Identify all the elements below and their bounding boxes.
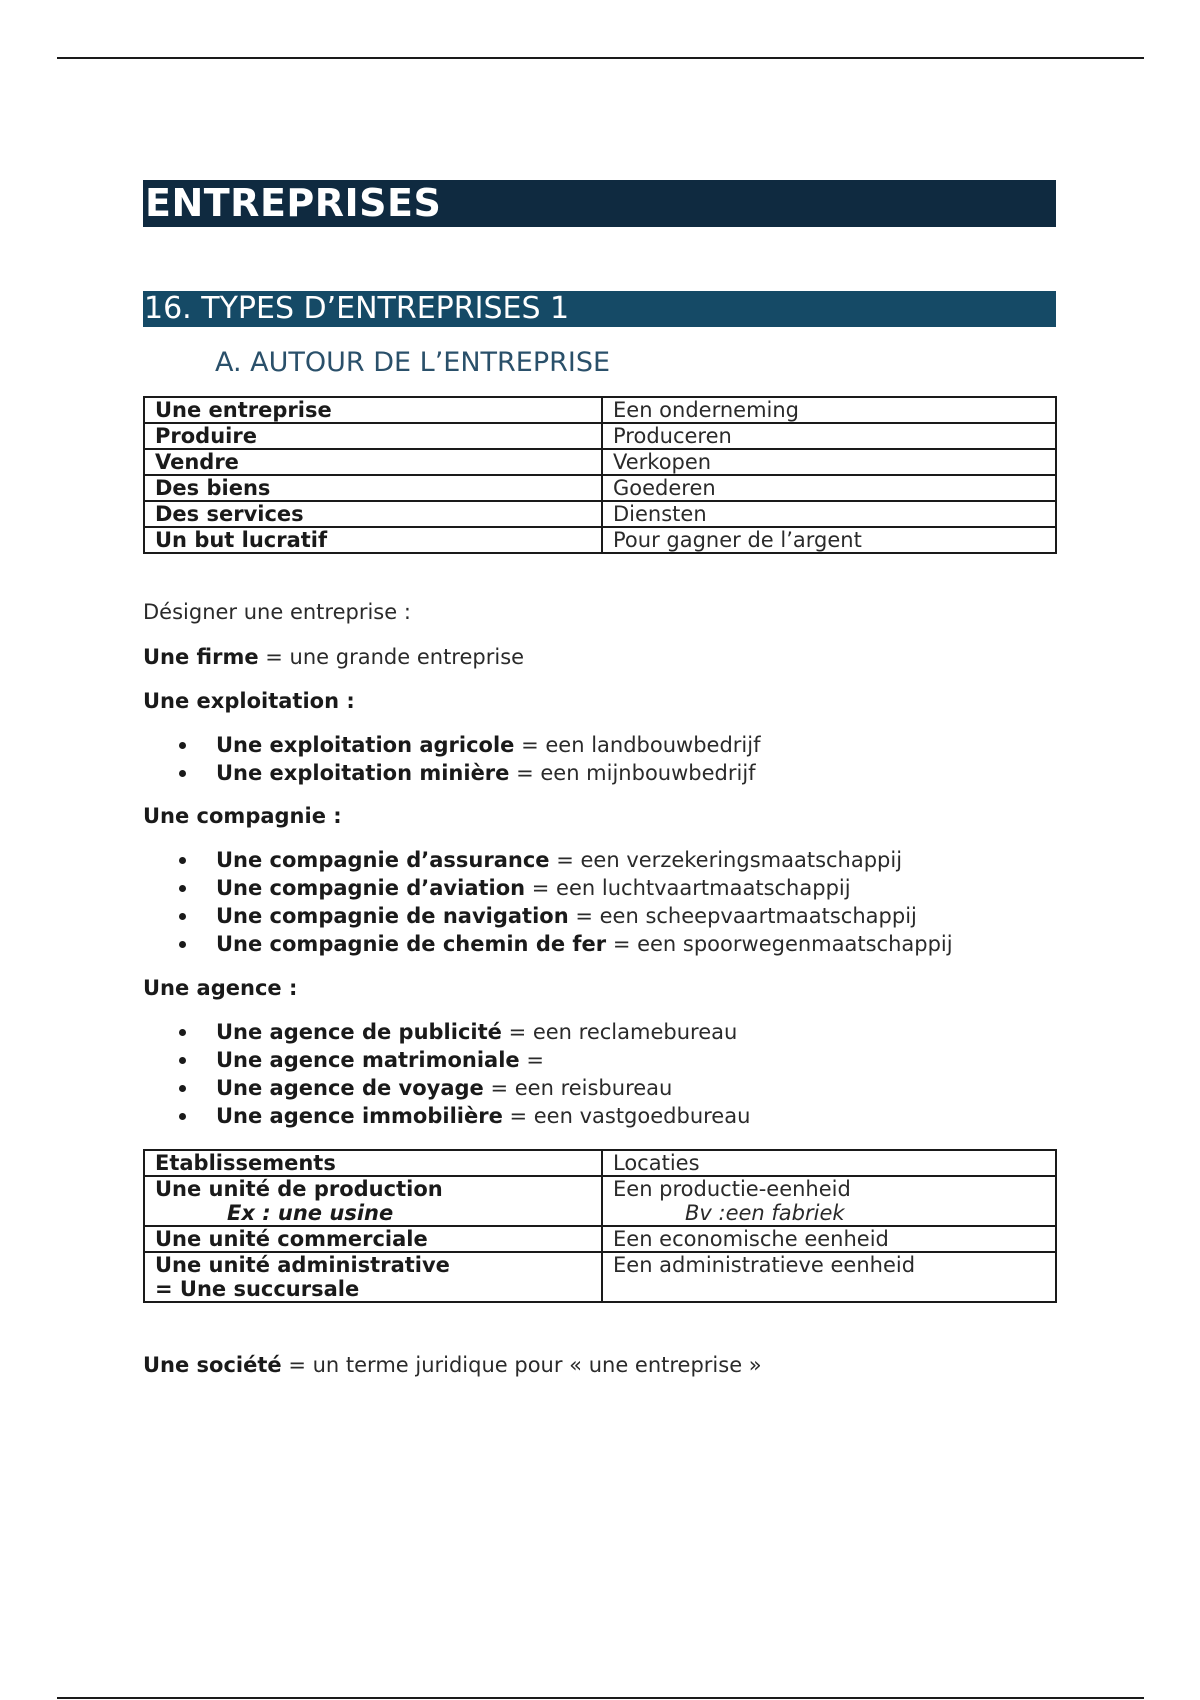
table-row [144,527,1056,553]
table-cell-fr: Une unité commerciale [144,1226,602,1252]
definition: = een landbouwbedrijf [514,733,761,757]
bullet-icon [179,1085,186,1092]
term: Une compagnie d’assurance [216,848,550,872]
list-item [216,759,756,787]
list-item [216,1074,672,1102]
table-cell-fr [144,1252,602,1302]
heading-text: Une exploitation : [143,689,355,713]
term: Une compagnie d’aviation [216,876,526,900]
establishments-table [143,1149,1057,1303]
designer-paragraph: Désigner une entreprise : [143,600,411,624]
table-cell-fr: Des biens [144,475,602,501]
table-cell-nl: Locaties [602,1150,1056,1176]
top-rule [57,57,1144,59]
definition: = een scheepvaartmaatschappij [568,904,917,928]
bullet-icon [179,913,186,920]
definition: = een verzekeringsmaatschappij [549,848,903,872]
list-item [216,930,953,958]
heading-text: Une agence : [143,976,298,1000]
heading-text: Une compagnie : [143,804,342,828]
term: Une agence de voyage [216,1076,484,1100]
societe-line [143,1351,762,1379]
term: Une exploitation agricole [216,733,515,757]
table-cell-nl: Produceren [602,423,1056,449]
list-item [216,846,902,874]
table-cell-fr: Des services [144,501,602,527]
vocabulary-table [143,396,1057,554]
table-row [144,501,1056,527]
table-cell-nl: Verkopen [602,449,1056,475]
firme-line [143,643,524,671]
table-cell-nl: Goederen [602,475,1056,501]
definition: = een vastgoedbureau [502,1104,751,1128]
bullet-icon [179,885,186,892]
definition: = een reisbureau [483,1076,673,1100]
definition: = une grande entreprise [258,645,525,669]
definition: = een luchtvaartmaatschappij [525,876,851,900]
table-cell-nl: Diensten [602,501,1056,527]
table-row [144,423,1056,449]
bullet-icon [179,742,186,749]
cell-example: Ex : une usine [227,1201,394,1225]
bottom-rule [57,1697,1144,1699]
table-cell-nl: Een administratieve eenheid [602,1252,1056,1302]
term: Une agence matrimoniale [216,1048,520,1072]
list-item [216,1046,544,1074]
bullet-icon [179,1057,186,1064]
term: Une exploitation minière [216,761,510,785]
cell-text-2: = Une succursale [155,1277,360,1301]
definition: = een spoorwegenmaatschappij [606,932,953,956]
exploitation-heading [143,687,355,715]
table-cell-fr: Etablissements [144,1150,602,1176]
bullet-icon [179,1029,186,1036]
definition: = een reclamebureau [501,1020,738,1044]
list-item [216,1102,750,1130]
page-title: ENTREPRISES [143,180,1056,227]
bullet-icon [179,770,186,777]
table-cell-nl [602,1176,1056,1226]
bullet-icon [179,941,186,948]
term: Une agence immobilière [216,1104,503,1128]
definition: = un terme juridique pour « une entreprise » [281,1353,762,1377]
table-row [144,449,1056,475]
table-row [144,1226,1056,1252]
definition: = een mijnbouwbedrijf [509,761,756,785]
list-item [216,731,760,759]
table-cell-nl: Een economische eenheid [602,1226,1056,1252]
subsection-heading: A. AUTOUR DE L’ENTREPRISE [215,347,611,378]
agence-heading [143,974,297,1002]
term: Une agence de publicité [216,1020,502,1044]
table-row [144,475,1056,501]
bullet-icon [179,857,186,864]
table-cell-fr: Un but lucratif [144,527,602,553]
term: Une société [143,1353,282,1377]
list-item [216,874,851,902]
cell-example: Bv :een fabriek [685,1201,845,1225]
table-cell-fr: Vendre [144,449,602,475]
definition: = [519,1048,544,1072]
table-row [144,397,1056,423]
table-cell-fr [144,1176,602,1226]
table-cell-nl: Een onderneming [602,397,1056,423]
table-row [144,1252,1056,1302]
term: Une compagnie de chemin de fer [216,932,607,956]
term: Une firme [143,645,259,669]
list-item [216,1018,737,1046]
bullet-icon [179,1113,186,1120]
term: Une compagnie de navigation [216,904,569,928]
table-header-row [144,1150,1056,1176]
cell-text: Une unité administrative [155,1253,450,1277]
section-heading: 16. TYPES D’ENTREPRISES 1 [143,291,1056,327]
table-cell-fr: Produire [144,423,602,449]
table-row [144,1176,1056,1226]
list-item [216,902,917,930]
table-cell-nl: Pour gagner de l’argent [602,527,1056,553]
cell-text: Een productie-eenheid [613,1177,851,1201]
table-cell-fr: Une entreprise [144,397,602,423]
compagnie-heading [143,802,342,830]
cell-text: Une unité de production [155,1177,443,1201]
